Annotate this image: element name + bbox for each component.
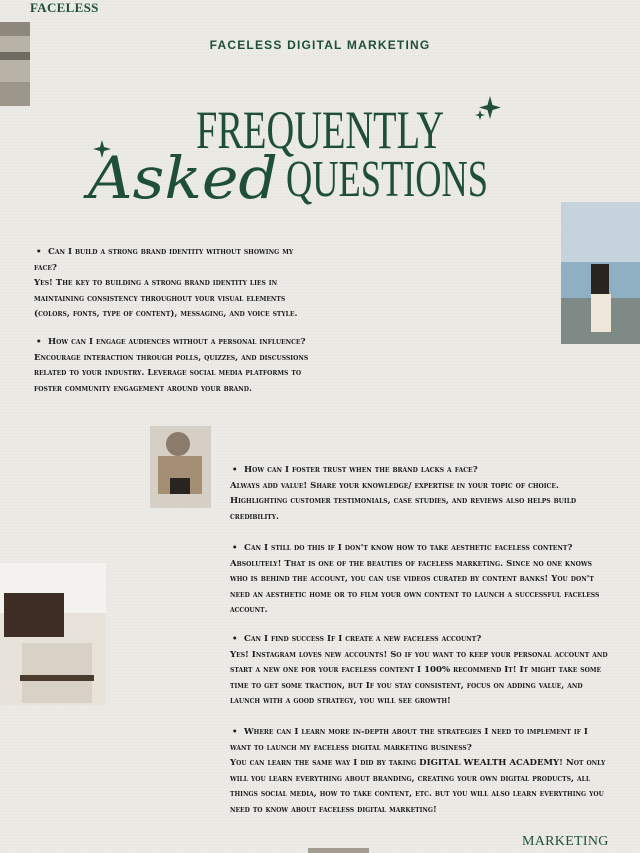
photo-woman-seaside <box>561 202 640 344</box>
faq-answer: You can learn the same way I did by taking DIGITAL WEALTH ACADEMY! Not only will you learn everything about branding, creating your own digital products, all things social media, how to take content, etc. but you will also learn everything you need to know about faceless digital marketing! <box>230 758 606 815</box>
faq-answer: Absolutely! That is one of the beauties of faceless marketing. Since no one knows who is behind the account, you can use videos curated by content banks! You don't need an aesthetic home or to film your own content to launch a successful faceless account. <box>230 558 600 615</box>
faq-item <box>230 541 608 619</box>
photo-building <box>0 22 30 106</box>
photo-bottom <box>308 848 369 853</box>
faq-answer: Yes! The key to building a strong brand identity lies in maintaining consistency throughout your visual elements (colors, fonts, type of content), messaging, and voice style. <box>34 278 298 319</box>
faq-question: • Can I still do this if I don't know how to take aesthetic faceless content? <box>230 541 608 557</box>
photo-capped-person <box>150 426 211 508</box>
title-script: Asked <box>82 144 278 212</box>
faq-question: • Can I find success If I create a new faceless account? <box>230 632 608 648</box>
faq-item <box>230 725 608 818</box>
title-line-1: FREQUENTLY <box>196 100 444 160</box>
faq-answer: Encourage interaction through polls, quizzes, and discussions related to your industry. Leverage social media platforms to foster community engagement around your brand. <box>34 352 309 394</box>
faq-question: • How can I engage audiences without a personal influence? <box>34 335 329 351</box>
title-line-2: QUESTIONS <box>286 151 488 208</box>
page-subtitle: FACELESS DIGITAL MARKETING <box>209 38 431 52</box>
faq-answer: Yes! Instagram loves new accounts! So if you want to keep your personal account and start a new one for your faceless content I 100% recommend It! It might take some time to get some traction, but If you stay consistent, focus on adding value, and launch with a good strategy, you will see growth! <box>230 649 608 706</box>
sparkle-icon <box>475 110 485 120</box>
corner-label-top: FACELESS <box>30 0 99 15</box>
faq-item <box>230 463 608 525</box>
faq-question: • Where can I learn more in-depth about the strategies I need to implement if I want to launch my faceless digital marketing business? <box>230 725 608 756</box>
faq-answer: Always add value! Share your knowledge/ expertise in your topic of choice. Highlighting customer testimonials, case studies, and reviews also helps build credibility. <box>230 480 577 522</box>
photo-fashion <box>0 563 106 705</box>
faq-question: • Can I build a strong brand identity without showing my face? <box>34 245 319 276</box>
faq-item <box>34 245 319 323</box>
faq-item <box>230 632 608 710</box>
faq-title <box>80 88 510 218</box>
faq-item <box>34 335 329 397</box>
corner-label-bottom: MARKETING <box>522 834 609 849</box>
faq-question: • How can I foster trust when the brand lacks a face? <box>230 463 608 479</box>
